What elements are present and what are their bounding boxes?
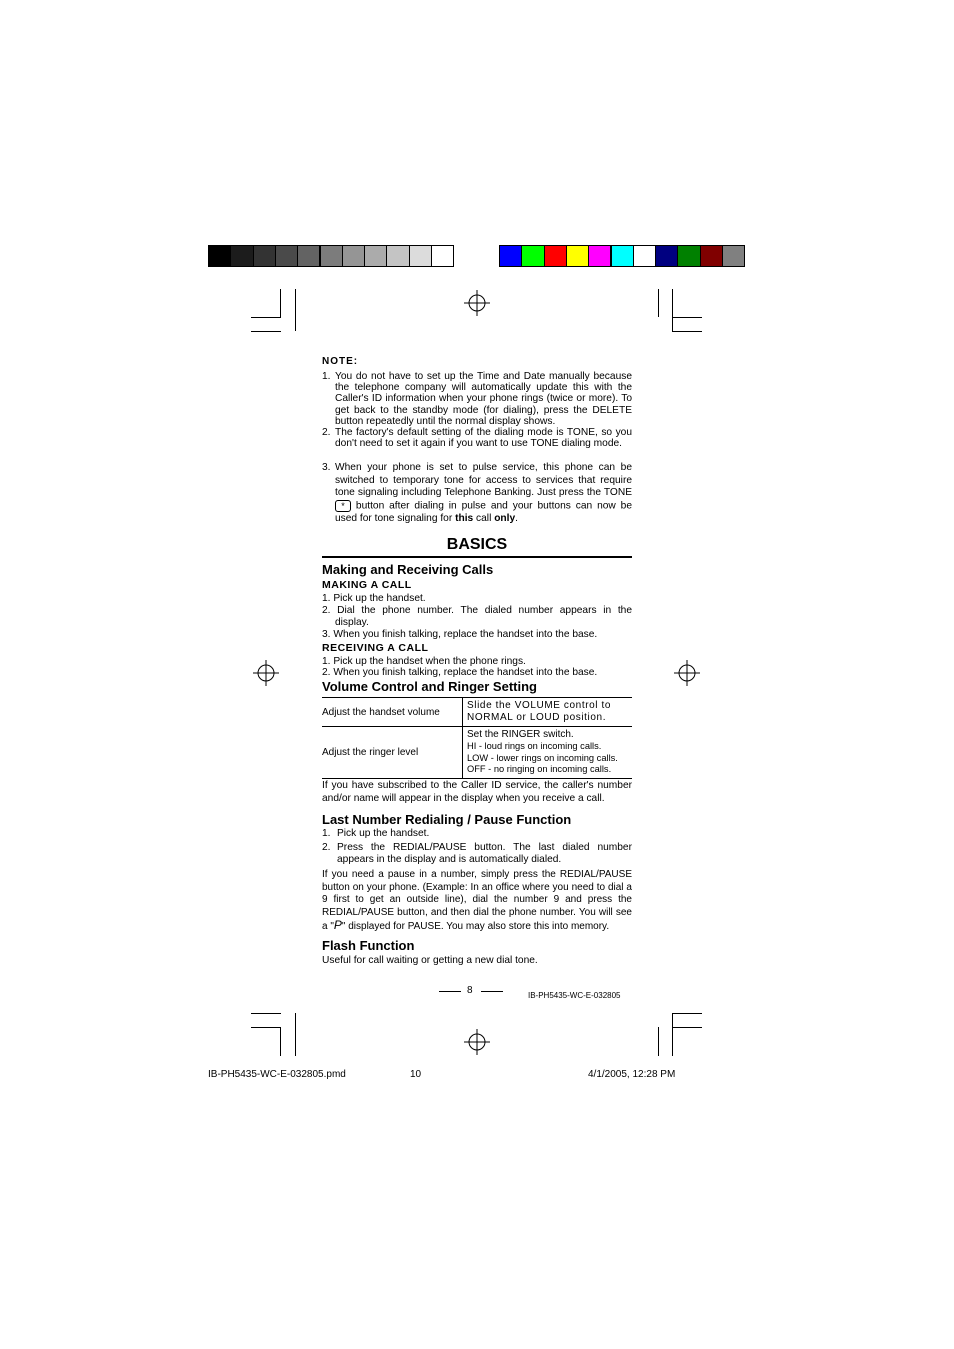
color-swatch <box>677 245 700 267</box>
note-title: NOTE: <box>322 356 359 367</box>
color-swatch <box>386 245 409 267</box>
volume-heading: Volume Control and Ringer Setting <box>322 679 537 694</box>
note-item <box>322 462 632 525</box>
registration-mark-icon <box>674 660 700 686</box>
crop-mark <box>672 1013 673 1056</box>
note-item-number: 3. <box>322 462 331 473</box>
flash-heading: Flash Function <box>322 938 415 953</box>
color-swatch <box>409 245 432 267</box>
color-swatch <box>566 245 589 267</box>
table-cell-desc: Set the RINGER switch. HI - loud rings on incoming calls. LOW - lower rings on incoming calls. OFF - no ringing on incoming calls. <box>463 727 633 779</box>
crop-mark <box>672 317 702 318</box>
crop-mark <box>672 1027 702 1028</box>
redial-heading: Last Number Redialing / Pause Function <box>322 812 572 827</box>
making-call-heading: MAKING A CALL <box>322 579 412 591</box>
crop-mark <box>658 1027 659 1056</box>
volume-ringer-table <box>322 697 632 779</box>
section-title: BASICS <box>446 536 508 553</box>
crop-mark <box>280 1027 281 1056</box>
note-item-number: 1. <box>322 371 331 382</box>
color-swatch <box>253 245 276 267</box>
color-swatch <box>722 245 745 267</box>
note-item-text: The factory's default setting of the dialing mode is TONE, so you don't need to set it again if you want to use TONE dialing mode. <box>335 427 632 450</box>
crop-mark <box>251 317 281 318</box>
note-item-text: When your phone is set to pulse service, this phone can be switched to temporary tone for access to services that require tone signaling including Telephone Banking. Just press the TONE * button after dialing in pulse and your buttons can now be used for tone signaling for this call only. <box>335 462 632 524</box>
color-swatch <box>230 245 253 267</box>
color-swatch <box>521 245 544 267</box>
crop-mark <box>295 289 296 331</box>
making-step: display. <box>335 617 369 628</box>
color-swatch <box>275 245 298 267</box>
color-swatch <box>611 245 634 267</box>
receiving-step: 2. When you finish talking, replace the handset into the base. <box>322 667 598 678</box>
color-swatch <box>431 245 454 267</box>
color-swatch <box>320 245 343 267</box>
registration-mark-icon <box>464 290 490 316</box>
color-swatch <box>208 245 231 267</box>
table-cell-label: Adjust the handset volume <box>322 706 440 718</box>
crop-mark <box>672 1013 702 1014</box>
making-step: 3. When you finish talking, replace the handset into the base. <box>322 629 598 640</box>
table-row <box>322 727 632 779</box>
crop-mark <box>251 331 281 332</box>
note-item <box>322 427 632 449</box>
table-row <box>322 698 632 727</box>
crop-mark <box>672 331 702 332</box>
pause-paragraph: If you need a pause in a number, simply press the REDIAL/PAUSE button on your phone. (Example: In an office where you need to dial a 9 first to get an outside line), dial the number 9 and press the REDIAL/PAUSE button, and then dial the phone number. You will see a "P" displayed for PAUSE. You may also store this into memory. <box>322 869 632 932</box>
color-swatch <box>544 245 567 267</box>
redial-step: 2. Press the REDIAL/PAUSE button. The last dialed number appears in the display and is automatically dialed. <box>322 842 632 865</box>
table-cell-desc: Slide the VOLUME control to NORMAL or LOUD position. <box>463 698 633 727</box>
caller-id-paragraph: If you have subscribed to the Caller ID service, the caller's number and/or name will appear in the display when you receive a call. <box>322 780 632 804</box>
document-code: IB-PH5435-WC-E-032805 <box>528 991 621 1000</box>
footer-filename: IB-PH5435-WC-E-032805.pmd <box>208 1069 346 1080</box>
table-cell-label: Adjust the ringer level <box>322 746 419 758</box>
making-receiving-heading: Making and Receiving Calls <box>322 562 494 577</box>
note-item-number: 2. <box>322 427 331 438</box>
color-swatch <box>297 245 320 267</box>
page-number-dash <box>481 991 503 992</box>
receiving-call-heading: RECEIVING A CALL <box>322 642 429 654</box>
making-step: 2. Dial the phone number. The dialed number appears in the <box>322 605 632 616</box>
color-swatch <box>655 245 678 267</box>
color-swatch <box>342 245 365 267</box>
title-divider <box>322 556 632 558</box>
footer-page: 10 <box>410 1069 422 1080</box>
note-item <box>322 371 632 427</box>
color-swatch <box>364 245 387 267</box>
crop-mark <box>251 1027 281 1028</box>
tone-key-icon: * <box>335 500 351 512</box>
making-step: 1. Pick up the handset. <box>322 593 426 604</box>
crop-mark <box>295 1013 296 1056</box>
receiving-step: 1. Pick up the handset when the phone rings. <box>322 656 526 667</box>
color-swatch <box>633 245 656 267</box>
flash-text: Useful for call waiting or getting a new dial tone. <box>322 955 538 966</box>
color-swatch <box>588 245 611 267</box>
crop-mark <box>672 289 673 331</box>
page-number: 8 <box>467 985 473 996</box>
color-swatch <box>700 245 723 267</box>
pause-symbol: P <box>333 918 342 932</box>
color-swatch <box>499 245 522 267</box>
crop-mark <box>280 289 281 317</box>
page-number-dash <box>439 991 461 992</box>
crop-mark <box>658 289 659 317</box>
redial-step: 1. Pick up the handset. <box>322 828 430 839</box>
footer-date: 4/1/2005, 12:28 PM <box>588 1069 676 1080</box>
crop-mark <box>251 1013 281 1014</box>
registration-mark-icon <box>253 660 279 686</box>
registration-mark-icon <box>464 1029 490 1055</box>
note-item-text: You do not have to set up the Time and Date manually because the telephone company will automatically update this with the Caller's ID information when your phone rings (twice or more). To get back to the standby mode (for dialing), press the DELETE button repeatedly until the normal display shows. <box>335 371 632 427</box>
